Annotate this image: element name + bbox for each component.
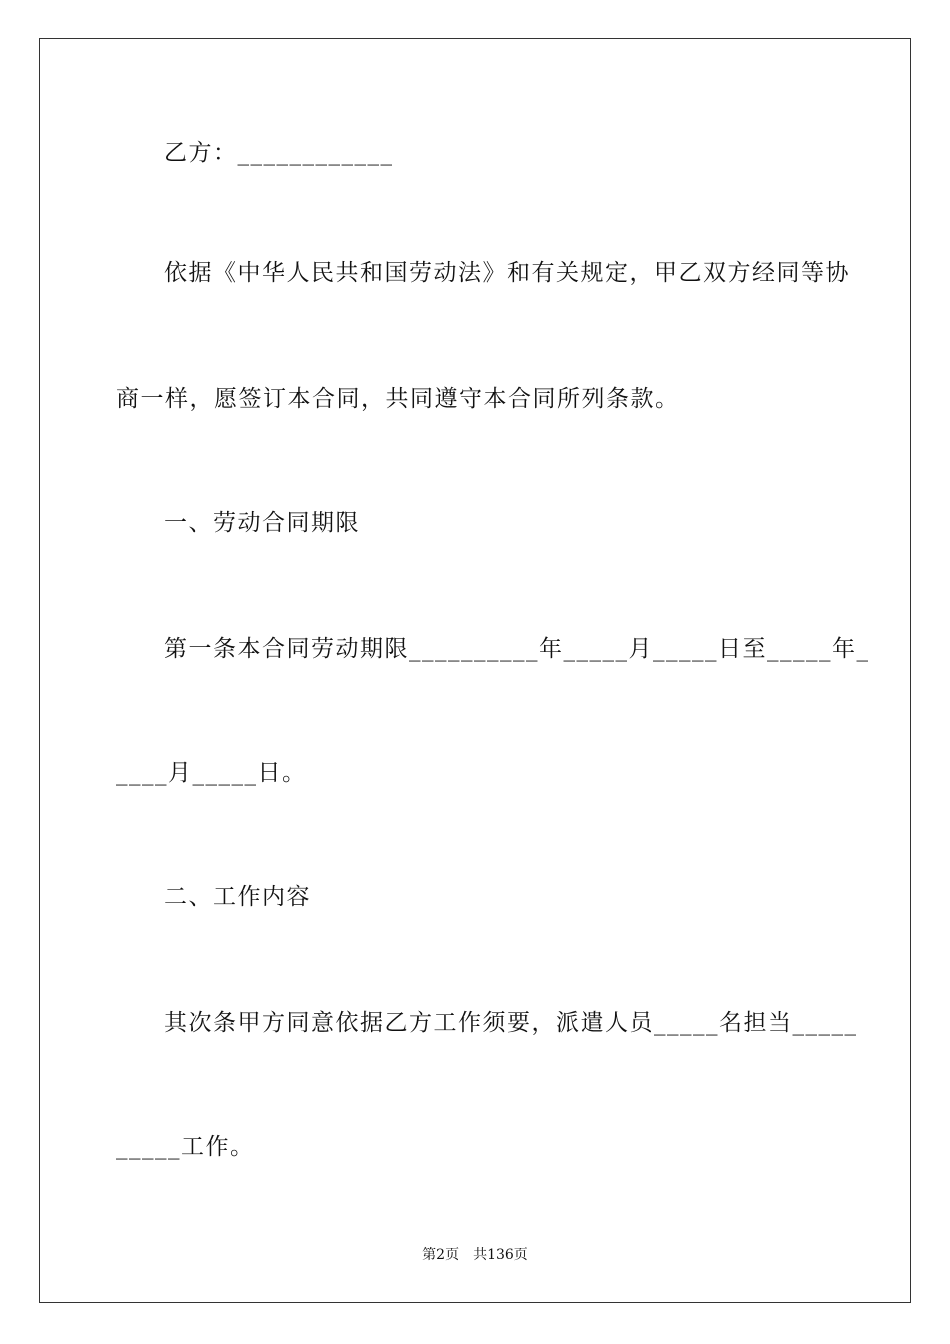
section-heading-1: 一、劳动合同期限: [164, 510, 360, 536]
paragraph-intro-line-1: 依据《中华人民共和国劳动法》和有关规定，甲乙双方经同等协: [164, 260, 850, 286]
clause-2-line-2: _____工作。: [116, 1134, 255, 1160]
page-border: [39, 38, 911, 1303]
paragraph-intro-line-2: 商一样，愿签订本合同，共同遵守本合同所列条款。: [116, 386, 680, 412]
clause-1-line-1: 第一条本合同劳动期限__________年_____月_____日至_____年_: [164, 636, 870, 662]
section-heading-2: 二、工作内容: [164, 884, 311, 910]
party-b-line: 乙方：____________: [164, 140, 394, 166]
page-number-footer: 第2页 共136页: [422, 1247, 528, 1263]
clause-1-line-2: ____月_____日。: [116, 760, 307, 786]
clause-2-line-1: 其次条甲方同意依据乙方工作须要，派遣人员_____名担当_____: [164, 1010, 858, 1036]
